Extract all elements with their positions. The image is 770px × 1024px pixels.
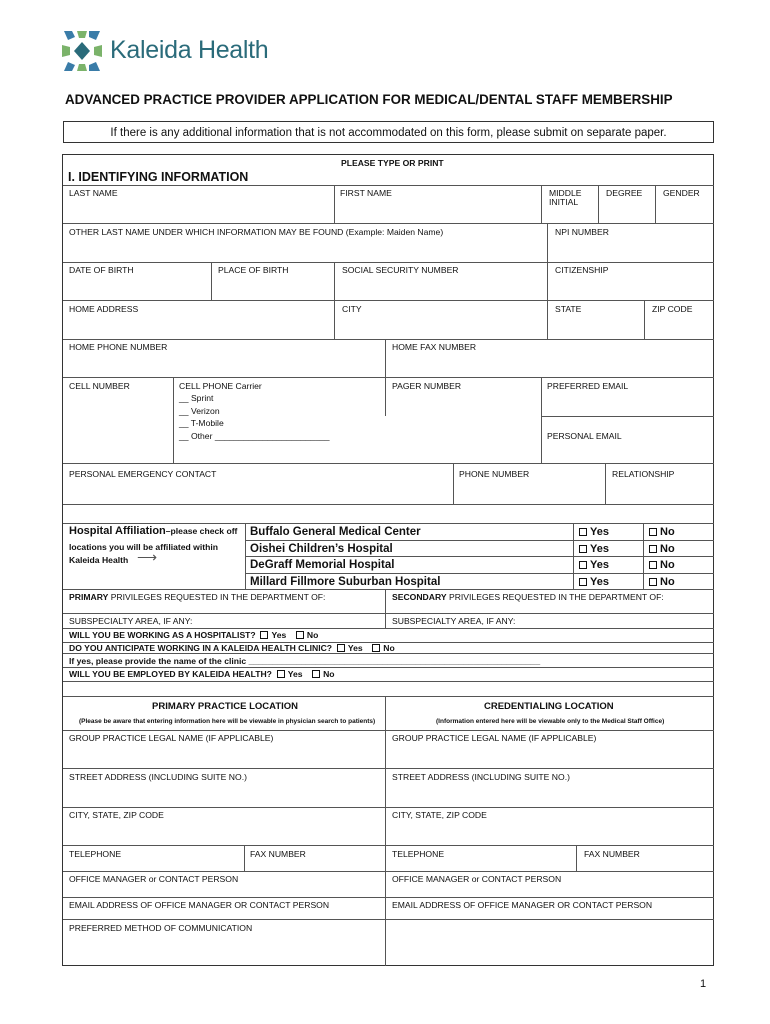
carrier-option-sprint[interactable]: __ Sprint [179, 393, 214, 403]
brand-name: Kaleida Health [110, 36, 269, 64]
affiliation-label-line3: Kaleida Health [69, 555, 129, 565]
last-name-label: LAST NAME [69, 188, 118, 198]
zip-label: ZIP CODE [652, 304, 693, 314]
pob-label: PLACE OF BIRTH [218, 265, 289, 275]
checkbox-icon [579, 561, 587, 569]
first-name-label: FIRST NAME [340, 188, 392, 198]
citizenship-label: CITIZENSHIP [555, 265, 609, 275]
checkbox-icon [649, 545, 657, 553]
secondary-privileges-label: SECONDARY PRIVILEGES REQUESTED IN THE DEPARTMENT OF: [392, 592, 664, 602]
hospital-oishei: Oishei Children’s Hospital [250, 543, 393, 555]
cell-label: CELL NUMBER [69, 381, 130, 391]
preferred-communication-label: PREFERRED METHOD OF COMMUNICATION [69, 923, 253, 933]
page-number: 1 [700, 978, 707, 990]
checkbox-icon [579, 528, 587, 536]
credentialing-location-note: (Information entered here will be viewable only to the Medical Staff Office) [436, 718, 665, 725]
cred-office-manager-label: OFFICE MANAGER or CONTACT PERSON [392, 874, 562, 884]
cred-city-state-zip-label: CITY, STATE, ZIP CODE [392, 810, 487, 820]
affiliation-label-line2: locations you will be affiliated within [69, 542, 218, 552]
other-last-name-label: OTHER LAST NAME UNDER WHICH INFORMATION MAY BE FOUND (Example: Maiden Name) [69, 227, 444, 237]
email-manager-label: EMAIL ADDRESS OF OFFICE MANAGER OR CONTACT PERSON [69, 900, 330, 910]
affiliation-label: Hospital Affiliation [69, 525, 166, 537]
hospital-degraff: DeGraff Memorial Hospital [250, 559, 395, 571]
npi-label: NPI NUMBER [555, 227, 609, 237]
affiliation-label-suffix: –please check off [165, 526, 238, 536]
dob-label: DATE OF BIRTH [69, 265, 134, 275]
employed-question: WILL YOU BE EMPLOYED BY KALEIDA HEALTH? Yes No [69, 669, 335, 679]
personal-email-label: PERSONAL EMAIL [547, 431, 622, 441]
no-checkbox-degraff[interactable]: No [649, 559, 675, 571]
hospitalist-yes-checkbox[interactable] [260, 631, 268, 639]
degree-label: DEGREE [606, 188, 643, 198]
kaleida-logo-icon [60, 28, 104, 74]
cred-telephone-label: TELEPHONE [392, 849, 445, 859]
cred-email-manager-label: EMAIL ADDRESS OF OFFICE MANAGER OR CONTACT PERSON [392, 900, 653, 910]
checkbox-icon [649, 578, 657, 586]
please-type-label: PLEASE TYPE OR PRINT [341, 158, 444, 168]
telephone-label: TELEPHONE [69, 849, 122, 859]
checkbox-icon [649, 528, 657, 536]
fax-label: FAX NUMBER [250, 849, 306, 859]
middle-initial-label-2: INITIAL [549, 197, 579, 207]
section-identifying-title: I. IDENTIFYING INFORMATION [68, 170, 249, 184]
emergency-contact-label: PERSONAL EMERGENCY CONTACT [69, 469, 217, 479]
yes-checkbox-buffalo[interactable]: Yes [579, 526, 609, 538]
relationship-label: RELATIONSHIP [612, 469, 675, 479]
clinic-no-checkbox[interactable] [372, 644, 380, 652]
primary-privileges-label: PRIMARY PRIVILEGES REQUESTED IN THE DEPARTMENT OF: [69, 592, 326, 602]
ssn-label: SOCIAL SECURITY NUMBER [342, 265, 459, 275]
yes-checkbox-degraff[interactable]: Yes [579, 559, 609, 571]
state-label: STATE [555, 304, 582, 314]
city-label: CITY [342, 304, 362, 314]
city-state-zip-label: CITY, STATE, ZIP CODE [69, 810, 164, 820]
street-label: STREET ADDRESS (INCLUDING SUITE NO.) [69, 772, 247, 782]
page-title: ADVANCED PRACTICE PROVIDER APPLICATION FOR MEDICAL/DENTAL STAFF MEMBERSHIP [65, 92, 673, 107]
arrow-right-icon: ⟶ [137, 549, 158, 565]
hospital-millard-fillmore: Millard Fillmore Suburban Hospital [250, 576, 441, 588]
clinic-question: DO YOU ANTICIPATE WORKING IN A KALEIDA HEALTH CLINIC? Yes No [69, 643, 395, 653]
no-checkbox-oishei[interactable]: No [649, 543, 675, 555]
cred-fax-label: FAX NUMBER [584, 849, 640, 859]
office-manager-label: OFFICE MANAGER or CONTACT PERSON [69, 874, 239, 884]
no-checkbox-buffalo[interactable]: No [649, 526, 675, 538]
group-name-label: GROUP PRACTICE LEGAL NAME (IF APPLICABLE) [69, 733, 274, 743]
carrier-label: CELL PHONE Carrier [179, 381, 262, 391]
hospital-buffalo-general: Buffalo General Medical Center [250, 526, 421, 538]
notice-box: If there is any additional information that is not accommodated on this form, please submit on separate paper. [63, 121, 714, 143]
home-phone-label: HOME PHONE NUMBER [69, 342, 168, 352]
subspecialty-label: SUBSPECIALTY AREA, IF ANY: [69, 616, 193, 626]
checkbox-icon [579, 578, 587, 586]
home-address-label: HOME ADDRESS [69, 304, 139, 314]
carrier-option-other[interactable]: __ Other ________________________ [179, 431, 330, 441]
preferred-email-label: PREFERRED EMAIL [547, 381, 629, 391]
carrier-option-tmobile[interactable]: __ T-Mobile [179, 418, 224, 428]
pager-label: PAGER NUMBER [392, 381, 462, 391]
yes-checkbox-oishei[interactable]: Yes [579, 543, 609, 555]
employed-no-checkbox[interactable] [312, 670, 320, 678]
cred-group-name-label: GROUP PRACTICE LEGAL NAME (IF APPLICABLE) [392, 733, 597, 743]
home-fax-label: HOME FAX NUMBER [392, 342, 477, 352]
credentialing-location-title: CREDENTIALING LOCATION [484, 701, 614, 712]
primary-location-note: (Please be aware that entering information here will be viewable in physician search to patients) [79, 718, 376, 725]
emergency-phone-label: PHONE NUMBER [459, 469, 530, 479]
middle-initial-label-1: MIDDLE [549, 188, 582, 198]
application-form [62, 154, 714, 966]
employed-yes-checkbox[interactable] [277, 670, 285, 678]
no-checkbox-millard[interactable]: No [649, 576, 675, 588]
subspecialty-label-2: SUBSPECIALTY AREA, IF ANY: [392, 616, 516, 626]
cred-street-label: STREET ADDRESS (INCLUDING SUITE NO.) [392, 772, 570, 782]
checkbox-icon [649, 561, 657, 569]
hospitalist-question: WILL YOU BE WORKING AS A HOSPITALIST? Yes No [69, 630, 319, 640]
yes-checkbox-millard[interactable]: Yes [579, 576, 609, 588]
primary-location-title: PRIMARY PRACTICE LOCATION [152, 701, 299, 712]
checkbox-icon [579, 545, 587, 553]
hospitalist-no-checkbox[interactable] [296, 631, 304, 639]
carrier-option-verizon[interactable]: __ Verizon [179, 406, 220, 416]
clinic-yes-checkbox[interactable] [337, 644, 345, 652]
clinic-name-field[interactable]: If yes, please provide the name of the clinic _____________________________________________________________ [69, 656, 541, 666]
gender-label: GENDER [663, 188, 700, 198]
